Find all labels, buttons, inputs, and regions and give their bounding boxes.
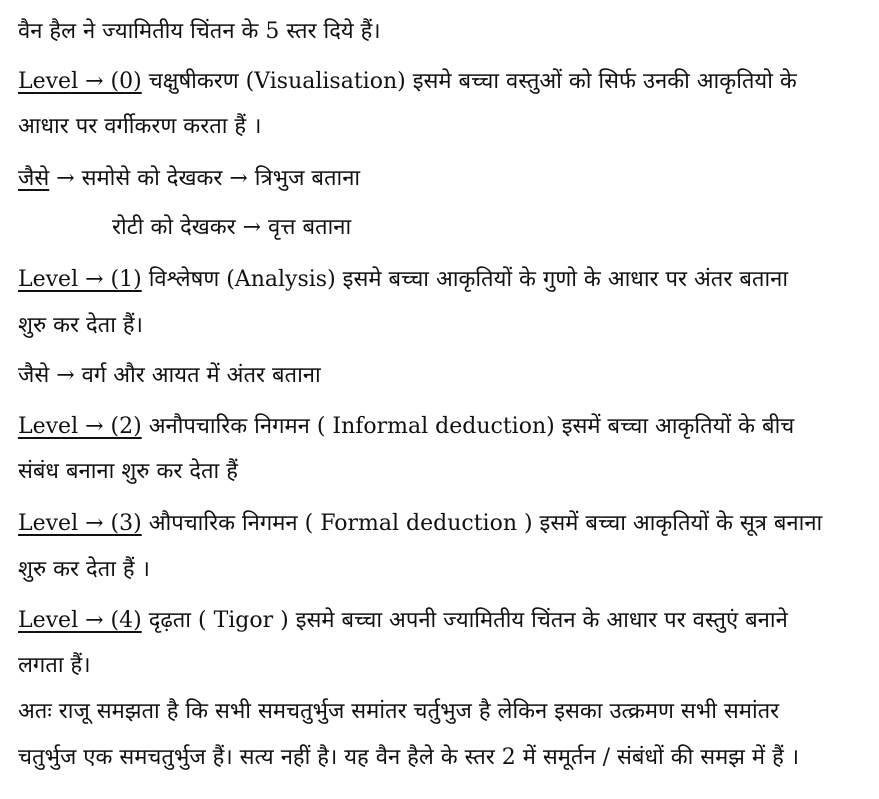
level-0-text: चक्षुषीकरण (Visualisation) इसमे बच्चा वस्तुओं को सिर्फ उनकी आकृतियो के [148, 69, 797, 94]
conclusion-text: अतः राजू समझता है कि सभी समचतुर्भुज समांतर चर्तुभुज है लेकिन इसका उत्क्रमण सभी समांतर [18, 699, 780, 724]
level-3-text: औपचारिक निगमन ( Formal deduction ) इसमें बच्चा आकृतियों के सूत्र बनाना [148, 511, 823, 536]
example-1-text: जैसे → वर्ग और आयत में अंतर बताना [18, 363, 321, 388]
example-0-line-2 [112, 213, 351, 243]
intro-text: वैन हैल ने ज्यामितीय चिंतन के 5 स्तर दिये हैं। [18, 19, 381, 44]
conclusion-line [18, 697, 779, 727]
level-0-continuation [18, 112, 261, 142]
example-0-text-2: रोटी को देखकर → वृत्त बताना [112, 215, 352, 240]
example-0-label: जैसे [18, 166, 50, 191]
level-1-text: विश्लेषण (Analysis) इसमे बच्चा आकृतियों के गुणो के आधार पर अंतर बताना [148, 267, 789, 292]
level-3-text-cont: शुरु कर देता हैं । [18, 557, 150, 582]
level-0-label: Level → (0) [18, 69, 142, 94]
level-4-text-cont: लगता हैं। [18, 653, 91, 678]
level-1-line [18, 265, 788, 295]
level-2-continuation [18, 457, 238, 487]
level-4-continuation [18, 651, 91, 681]
level-3-line [18, 509, 822, 539]
conclusion-text-cont: चतुर्भुज एक समचतुर्भुज हैं। सत्य नहीं है। यह वैन हैले के स्तर 2 में समूर्तन / संबंधों की समझ में हैं । [18, 745, 800, 770]
intro-line [18, 17, 381, 47]
level-0-text-cont: आधार पर वर्गीकरण करता हैं । [18, 114, 262, 139]
level-0-line [18, 67, 797, 97]
example-0-text: → समोसे को देखकर → त्रिभुज बताना [56, 166, 361, 191]
level-1-label: Level → (1) [18, 267, 142, 292]
level-2-label: Level → (2) [18, 414, 142, 439]
level-2-text: अनौपचारिक निगमन ( Informal deduction) इसमें बच्चा आकृतियों के बीच [148, 414, 795, 439]
level-4-line [18, 606, 788, 636]
level-4-text: दृढ़ता ( Tigor ) इसमे बच्चा अपनी ज्यामितीय चिंतन के आधार पर वस्तुएं बनाने [148, 608, 788, 633]
example-1-line [18, 361, 321, 391]
conclusion-continuation [18, 743, 799, 773]
level-1-text-cont: शुरु कर देता हैं। [18, 313, 143, 338]
example-0-line [18, 164, 360, 194]
level-2-text-cont: संबंध बनाना शुरु कर देता हैं [18, 459, 238, 484]
level-3-continuation [18, 555, 150, 585]
level-3-label: Level → (3) [18, 511, 142, 536]
level-2-line [18, 412, 794, 442]
level-1-continuation [18, 311, 143, 341]
level-4-label: Level → (4) [18, 608, 142, 633]
